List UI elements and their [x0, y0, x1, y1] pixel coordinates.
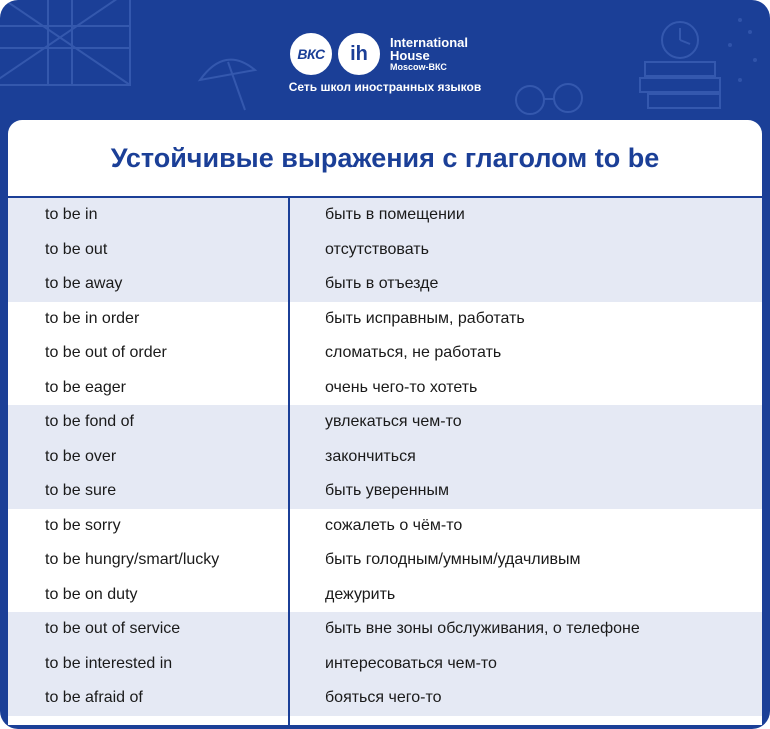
bkc-logo: ВКС	[290, 33, 332, 75]
expression-russian: закончиться	[325, 447, 416, 465]
expression-russian: сожалеть о чём-то	[325, 516, 463, 534]
table-row	[8, 440, 762, 475]
brand-name	[390, 36, 468, 72]
expression-russian: отсутствовать	[325, 240, 429, 258]
table-row	[8, 405, 762, 440]
logo-row	[290, 32, 468, 76]
expression-russian: бояться чего-то	[325, 689, 442, 707]
table-row	[8, 612, 762, 647]
expressions-table	[8, 198, 762, 716]
expression-english: to be sure	[45, 482, 117, 500]
expression-english: to be in order	[45, 309, 140, 327]
table-row	[8, 681, 762, 716]
expression-russian: быть в помещении	[325, 206, 465, 224]
table-row	[8, 578, 762, 613]
table-row	[8, 267, 762, 302]
expression-english: to be out of service	[45, 620, 181, 638]
expression-english: to be sorry	[45, 516, 121, 534]
expression-russian: дежурить	[325, 585, 396, 603]
expression-english: to be over	[45, 447, 117, 465]
table-row	[8, 509, 762, 544]
table-row	[8, 543, 762, 578]
expression-english: to be out of order	[45, 344, 167, 362]
expression-english: to be out	[45, 240, 108, 258]
expression-russian: сломаться, не работать	[325, 344, 502, 362]
expression-english: to be afraid of	[45, 689, 143, 707]
expression-russian: очень чего-то хотеть	[325, 378, 478, 396]
expression-english: to be on duty	[45, 585, 138, 603]
expression-russian: увлекаться чем-то	[325, 413, 462, 431]
table-row	[8, 198, 762, 233]
content-card	[8, 120, 762, 725]
brand-line-1: International	[390, 35, 469, 50]
ih-logo: ih	[338, 33, 380, 75]
expression-russian: быть уверенным	[325, 482, 449, 500]
page-title: Устойчивые выражения с глаголом to be	[110, 142, 660, 173]
table-row	[8, 336, 762, 371]
expression-russian: быть исправным, работать	[325, 309, 525, 327]
logo-block	[0, 28, 770, 108]
table-row	[8, 647, 762, 682]
expression-english: to be away	[45, 275, 123, 293]
expression-english: to be fond of	[45, 413, 134, 431]
logo-subtitle: Сеть школ иностранных языков	[288, 80, 482, 94]
table-row	[8, 474, 762, 509]
expression-english: to be eager	[45, 378, 126, 396]
expression-english: to be interested in	[45, 654, 173, 672]
expression-english: to be in	[45, 206, 98, 224]
expression-russian: быть вне зоны обслуживания, о телефоне	[325, 620, 640, 638]
table-row	[8, 371, 762, 406]
brand-line-3: Moscow-ВКС	[390, 62, 447, 72]
column-divider	[288, 198, 290, 725]
brand-line-2: House	[390, 48, 430, 63]
expression-english: to be hungry/smart/lucky	[45, 551, 220, 569]
table-row	[8, 302, 762, 337]
table-row	[8, 233, 762, 268]
expression-russian: интересоваться чем-то	[325, 654, 497, 672]
expression-russian: быть в отъезде	[325, 275, 439, 293]
expression-russian: быть голодным/умным/удачливым	[325, 551, 581, 569]
